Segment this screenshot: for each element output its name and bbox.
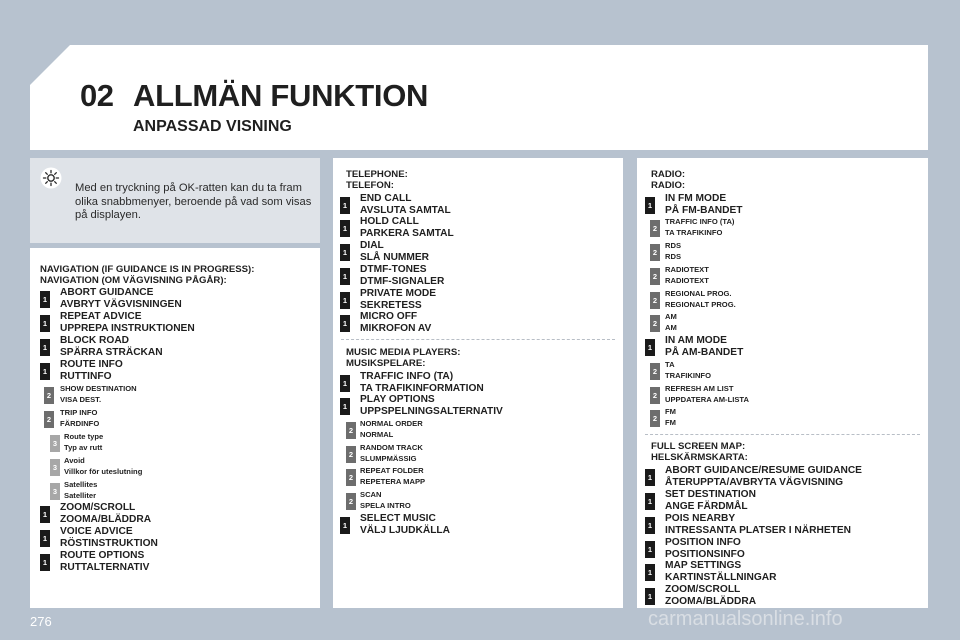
entry-label-sv: UPPSPELNINGSALTERNATIV — [360, 406, 503, 417]
entry-label-sv: ZOOMA/BLÄDDRA — [60, 514, 152, 525]
menu-entry — [650, 216, 920, 240]
level-badge: 1 — [645, 517, 655, 534]
settings-sun-icon — [40, 167, 62, 189]
level-badge: 2 — [650, 292, 660, 309]
level-badge: 2 — [44, 387, 54, 404]
info-text: Med en tryckning på OK-ratten kan du ta fram olika snabbmenyer, beroende på vad som visas på displayen. — [75, 182, 312, 221]
menu-entry — [40, 502, 310, 526]
menu-entry — [645, 335, 920, 359]
level-badge: 2 — [346, 422, 356, 439]
navigation-heading — [40, 264, 254, 286]
level-badge: 1 — [340, 197, 350, 214]
entry-label-en: HOLD CALL — [360, 216, 419, 227]
entry-label-en: END CALL — [360, 193, 412, 204]
level-badge: 1 — [645, 564, 655, 581]
entry-label-en: SELECT MUSIC — [360, 513, 436, 524]
entry-label-sv: Villkor för uteslutning — [64, 467, 143, 476]
level-badge: 3 — [50, 483, 60, 500]
entry-label-sv: RÖSTINSTRUKTION — [60, 538, 158, 549]
chapter-title: ALLMÄN FUNKTION — [133, 78, 429, 113]
entry-label-sv: UPPDATERA AM-LISTA — [665, 395, 749, 404]
entry-label-en: ABORT GUIDANCE/RESUME GUIDANCE — [665, 465, 862, 476]
entry-label-en: ROUTE INFO — [60, 359, 123, 370]
menu-entry — [40, 287, 310, 311]
entry-label-en: FM — [665, 407, 676, 416]
menu-entry — [340, 371, 615, 395]
level-badge: 2 — [346, 446, 356, 463]
entry-label-sv: KARTINSTÄLLNINGAR — [665, 572, 777, 583]
entry-label-sv: RADIOTEXT — [665, 276, 709, 285]
menu-entry — [645, 584, 920, 608]
menu-entry — [40, 335, 310, 359]
entry-label-sv: Typ av rutt — [64, 443, 103, 452]
entry-label-sv: SPÄRRA STRÄCKAN — [60, 347, 163, 358]
entry-label-sv: Satelliter — [64, 491, 97, 500]
level-badge: 1 — [340, 315, 350, 332]
menu-entry — [50, 455, 310, 479]
menu-entry — [650, 288, 920, 312]
entry-label-sv: REPETERA MAPP — [360, 477, 426, 486]
navigation-heading-en: NAVIGATION (IF GUIDANCE IS IN PROGRESS): — [40, 264, 255, 275]
entry-label-en: TA — [665, 360, 675, 369]
entry-label-sv: SLUMPMÄSSIG — [360, 454, 417, 463]
radio-heading — [651, 169, 685, 191]
entry-label-en: REPEAT ADVICE — [60, 311, 142, 322]
entry-label-sv: AVBRYT VÄGVISNINGEN — [60, 299, 182, 310]
radio-heading-en: RADIO: — [651, 169, 686, 180]
entry-label-sv: RUTTINFO — [60, 371, 112, 382]
level-badge: 2 — [650, 387, 660, 404]
menu-entry — [650, 406, 920, 430]
level-badge: 2 — [346, 469, 356, 486]
entry-label-sv: MIKROFON AV — [360, 323, 432, 334]
telephone-heading-sv: TELEFON: — [346, 180, 394, 191]
level-badge: 1 — [340, 517, 350, 534]
level-badge: 1 — [645, 469, 655, 486]
entry-label-en: Route type — [64, 432, 104, 441]
fullscreen-heading — [651, 441, 748, 463]
entry-label-en: AM — [665, 312, 677, 321]
menu-entry — [40, 550, 310, 574]
entry-label-en: TRAFFIC INFO (TA) — [665, 217, 735, 226]
entry-label-en: Satellites — [64, 480, 98, 489]
level-badge: 1 — [645, 541, 655, 558]
menu-entry — [50, 479, 310, 503]
level-badge: 1 — [40, 339, 50, 356]
level-badge: 1 — [340, 244, 350, 261]
level-badge: 2 — [650, 244, 660, 261]
fullscreen-heading-sv: HELSKÄRMSKARTA: — [651, 452, 748, 463]
entry-label-sv: POSITIONSINFO — [665, 549, 745, 560]
entry-label-en: ROUTE OPTIONS — [60, 550, 145, 561]
navigation-heading-sv: NAVIGATION (OM VÄGVISNING PÅGÅR): — [40, 275, 227, 286]
menu-entry — [650, 264, 920, 288]
entry-label-sv: AM — [665, 323, 677, 332]
entry-label-en: ZOOM/SCROLL — [665, 584, 741, 595]
entry-label-sv: PARKERA SAMTAL — [360, 228, 454, 239]
entry-label-en: SET DESTINATION — [665, 489, 756, 500]
level-badge: 1 — [40, 315, 50, 332]
level-badge: 1 — [340, 220, 350, 237]
entry-label-en: DIAL — [360, 240, 384, 251]
watermark: carmanualsonline.info — [648, 608, 843, 630]
menu-entry — [44, 383, 310, 407]
menu-entry — [645, 537, 920, 561]
level-badge: 1 — [340, 398, 350, 415]
entry-label-en: NORMAL ORDER — [360, 419, 423, 428]
level-badge: 1 — [645, 339, 655, 356]
level-badge: 3 — [50, 435, 60, 452]
entry-label-sv: AVSLUTA SAMTAL — [360, 205, 451, 216]
entry-label-en: POSITION INFO — [665, 537, 741, 548]
level-badge: 1 — [645, 588, 655, 605]
level-badge: 3 — [50, 459, 60, 476]
level-badge: 2 — [346, 493, 356, 510]
chapter-subtitle: ANPASSAD VISNING — [133, 118, 292, 135]
entry-label-en: REPEAT FOLDER — [360, 466, 424, 475]
entry-label-sv: NORMAL — [360, 430, 394, 439]
menu-entry — [645, 513, 920, 537]
entry-label-en: TRAFFIC INFO (TA) — [360, 371, 454, 382]
menu-entry — [650, 383, 920, 407]
level-badge: 2 — [44, 411, 54, 428]
entry-label-sv: VÄLJ LJUDKÄLLA — [360, 525, 450, 536]
entry-label-sv: INTRESSANTA PLATSER I NÄRHETEN — [665, 525, 852, 536]
entry-label-en: PLAY OPTIONS — [360, 394, 435, 405]
entry-label-en: IN AM MODE — [665, 335, 727, 346]
entry-label-sv: TA TRAFIKINFO — [665, 228, 723, 237]
music-heading-sv: MUSIKSPELARE: — [346, 358, 426, 369]
menu-entry — [340, 288, 615, 312]
menu-entry — [340, 311, 615, 335]
level-badge: 1 — [340, 268, 350, 285]
menu-entry — [645, 489, 920, 513]
entry-label-en: REFRESH AM LIST — [665, 384, 734, 393]
entry-label-sv: SLÅ NUMMER — [360, 252, 430, 263]
menu-entry — [50, 431, 310, 455]
entry-label-sv: PÅ AM-BANDET — [665, 347, 744, 358]
level-badge: 2 — [650, 363, 660, 380]
entry-label-sv: RDS — [665, 252, 682, 261]
entry-label-en: Avoid — [64, 456, 85, 465]
menu-entry — [340, 240, 615, 264]
telephone-heading — [346, 169, 408, 191]
menu-entry — [44, 407, 310, 431]
level-badge: 2 — [650, 268, 660, 285]
music-heading-en: MUSIC MEDIA PLAYERS: — [346, 347, 461, 358]
entry-label-en: REGIONAL PROG. — [665, 289, 732, 298]
entry-label-sv: DTMF-SIGNALER — [360, 276, 445, 287]
menu-entry — [645, 193, 920, 217]
level-badge: 2 — [650, 315, 660, 332]
menu-entry — [340, 193, 615, 217]
entry-label-sv: ANGE FÄRDMÅL — [665, 501, 748, 512]
menu-entry — [645, 465, 920, 489]
telephone-heading-en: TELEPHONE: — [346, 169, 408, 180]
entry-label-en: IN FM MODE — [665, 193, 727, 204]
page-number: 276 — [30, 614, 52, 629]
entry-label-en: POIS NEARBY — [665, 513, 736, 524]
level-badge: 1 — [645, 197, 655, 214]
entry-label-en: RANDOM TRACK — [360, 443, 423, 452]
music-heading — [346, 347, 460, 369]
level-badge: 1 — [340, 375, 350, 392]
entry-label-en: SCAN — [360, 490, 382, 499]
chapter-number: 02 — [80, 78, 114, 113]
menu-entry — [340, 394, 615, 418]
entry-label-sv: SEKRETESS — [360, 300, 422, 311]
level-badge: 1 — [340, 292, 350, 309]
entry-label-en: ZOOM/SCROLL — [60, 502, 136, 513]
entry-label-sv: TRAFIKINFO — [665, 371, 711, 380]
level-badge: 1 — [40, 554, 50, 571]
menu-entry — [340, 216, 615, 240]
fullscreen-heading-en: FULL SCREEN MAP: — [651, 441, 746, 452]
radio-heading-sv: RADIO: — [651, 180, 686, 191]
menu-entry — [346, 418, 615, 442]
menu-entry — [40, 311, 310, 335]
menu-entry — [645, 560, 920, 584]
entry-label-en: DTMF-TONES — [360, 264, 427, 275]
level-badge: 1 — [40, 363, 50, 380]
entry-label-en: VOICE ADVICE — [60, 526, 133, 537]
entry-label-en: SHOW DESTINATION — [60, 384, 137, 393]
entry-label-sv: PÅ FM-BANDET — [665, 205, 743, 216]
entry-label-en: TRIP INFO — [60, 408, 98, 417]
menu-entry — [346, 489, 615, 513]
entry-label-en: RADIOTEXT — [665, 265, 709, 274]
level-badge: 1 — [40, 291, 50, 308]
entry-label-sv: UPPREPA INSTRUKTIONEN — [60, 323, 195, 334]
menu-entry — [650, 240, 920, 264]
entry-label-sv: ZOOMA/BLÄDDRA — [665, 596, 757, 607]
entry-label-en: MAP SETTINGS — [665, 560, 742, 571]
entry-label-sv: SPELA INTRO — [360, 501, 411, 510]
level-badge: 1 — [645, 493, 655, 510]
section-divider — [645, 434, 920, 435]
entry-label-en: ABORT GUIDANCE — [60, 287, 154, 298]
menu-entry — [40, 359, 310, 383]
menu-entry — [340, 513, 615, 537]
entry-label-en: BLOCK ROAD — [60, 335, 130, 346]
entry-label-sv: FÄRDINFO — [60, 419, 100, 428]
menu-entry — [346, 465, 615, 489]
entry-label-en: MICRO OFF — [360, 311, 418, 322]
level-badge: 2 — [650, 410, 660, 427]
entry-label-sv: FM — [665, 418, 676, 427]
menu-entry — [346, 442, 615, 466]
level-badge: 1 — [40, 506, 50, 523]
menu-entry — [40, 526, 310, 550]
entry-label-en: RDS — [665, 241, 682, 250]
level-badge: 2 — [650, 220, 660, 237]
menu-entry — [650, 311, 920, 335]
entry-label-sv: ÅTERUPPTA/AVBRYTA VÄGVISNING — [665, 477, 844, 488]
section-divider — [341, 339, 615, 340]
entry-label-sv: VISA DEST. — [60, 395, 102, 404]
menu-entry — [340, 264, 615, 288]
level-badge: 1 — [40, 530, 50, 547]
entry-label-sv: REGIONALT PROG. — [665, 300, 736, 309]
entry-label-sv: TA TRAFIKINFORMATION — [360, 383, 484, 394]
entry-label-sv: RUTTALTERNATIV — [60, 562, 150, 573]
menu-entry — [650, 359, 920, 383]
entry-label-en: PRIVATE MODE — [360, 288, 437, 299]
